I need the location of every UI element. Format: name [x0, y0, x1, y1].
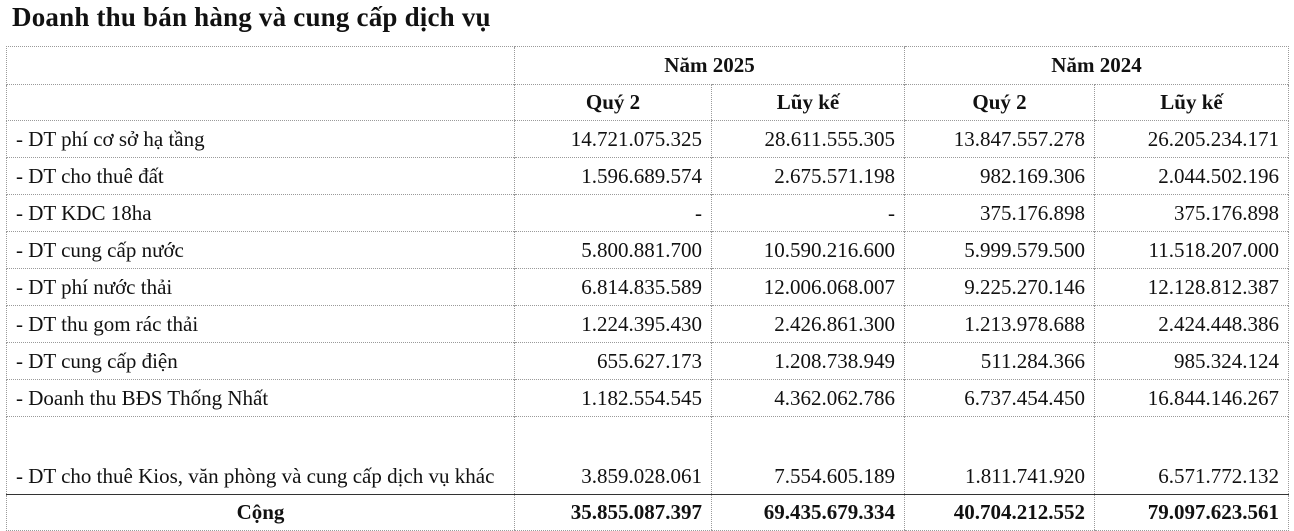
row-label: - DT KDC 18ha	[7, 195, 515, 232]
cell-2025-quarter: 1.596.689.574	[515, 158, 712, 195]
cell-2024-cumulative: 11.518.207.000	[1095, 232, 1289, 269]
cell-2024-quarter: 13.847.557.278	[905, 121, 1095, 158]
row-label: - DT cung cấp điện	[7, 343, 515, 380]
cell-2024-cumulative: 12.128.812.387	[1095, 269, 1289, 306]
subheader-2024-quarter: Quý 2	[905, 85, 1095, 121]
cell-2025-quarter: 5.800.881.700	[515, 232, 712, 269]
table-row	[7, 232, 1289, 269]
table-row	[7, 269, 1289, 306]
cell-2024-quarter: 9.225.270.146	[905, 269, 1095, 306]
row-label: - DT cho thuê Kios, văn phòng và cung cấp dịch vụ khác	[7, 417, 515, 495]
cell-2024-cumulative: 6.571.772.132	[1095, 417, 1289, 495]
total-2024-cumulative: 79.097.623.561	[1095, 495, 1289, 531]
subheader-row	[7, 85, 1289, 121]
subheader-2025-cumulative: Lũy kế	[712, 85, 905, 121]
header-label-blank	[7, 47, 515, 85]
table-row	[7, 380, 1289, 417]
cell-2024-cumulative: 985.324.124	[1095, 343, 1289, 380]
table-row	[7, 343, 1289, 380]
subheader-2025-quarter: Quý 2	[515, 85, 712, 121]
table-row	[7, 158, 1289, 195]
cell-2024-quarter: 1.213.978.688	[905, 306, 1095, 343]
cell-2024-quarter: 511.284.366	[905, 343, 1095, 380]
row-label: - DT phí cơ sở hạ tầng	[7, 121, 515, 158]
cell-2025-cumulative: 7.554.605.189	[712, 417, 905, 495]
cell-2025-cumulative: 10.590.216.600	[712, 232, 905, 269]
cell-2024-cumulative: 2.424.448.386	[1095, 306, 1289, 343]
total-2025-cumulative: 69.435.679.334	[712, 495, 905, 531]
table-row	[7, 306, 1289, 343]
cell-2025-quarter: 655.627.173	[515, 343, 712, 380]
table-row	[7, 417, 1289, 495]
cell-2024-cumulative: 375.176.898	[1095, 195, 1289, 232]
cell-2025-quarter: 1.224.395.430	[515, 306, 712, 343]
subheader-label-blank	[7, 85, 515, 121]
cell-2024-cumulative: 16.844.146.267	[1095, 380, 1289, 417]
total-row	[7, 495, 1289, 531]
page-title: Doanh thu bán hàng và cung cấp dịch vụ	[12, 2, 491, 32]
cell-2025-cumulative: 2.675.571.198	[712, 158, 905, 195]
cell-2025-cumulative: 2.426.861.300	[712, 306, 905, 343]
total-2025-quarter: 35.855.087.397	[515, 495, 712, 531]
row-label: - DT cho thuê đất	[7, 158, 515, 195]
revenue-table	[6, 46, 1289, 531]
year-header-row	[7, 47, 1289, 85]
total-label: Cộng	[7, 495, 515, 531]
cell-2024-quarter: 6.737.454.450	[905, 380, 1095, 417]
row-label: - DT phí nước thải	[7, 269, 515, 306]
cell-2024-quarter: 1.811.741.920	[905, 417, 1095, 495]
cell-2025-cumulative: 1.208.738.949	[712, 343, 905, 380]
cell-2024-quarter: 375.176.898	[905, 195, 1095, 232]
cell-2025-cumulative: 4.362.062.786	[712, 380, 905, 417]
cell-2025-quarter: 3.859.028.061	[515, 417, 712, 495]
cell-2025-quarter: -	[515, 195, 712, 232]
table-row	[7, 195, 1289, 232]
cell-2024-quarter: 5.999.579.500	[905, 232, 1095, 269]
cell-2024-quarter: 982.169.306	[905, 158, 1095, 195]
total-2024-quarter: 40.704.212.552	[905, 495, 1095, 531]
cell-2024-cumulative: 2.044.502.196	[1095, 158, 1289, 195]
subheader-2024-cumulative: Lũy kế	[1095, 85, 1289, 121]
row-label: - DT thu gom rác thải	[7, 306, 515, 343]
cell-2025-cumulative: -	[712, 195, 905, 232]
cell-2025-quarter: 6.814.835.589	[515, 269, 712, 306]
cell-2025-quarter: 1.182.554.545	[515, 380, 712, 417]
cell-2025-cumulative: 28.611.555.305	[712, 121, 905, 158]
cell-2024-cumulative: 26.205.234.171	[1095, 121, 1289, 158]
year-2024-header: Năm 2024	[905, 47, 1289, 85]
row-label: - Doanh thu BĐS Thống Nhất	[7, 380, 515, 417]
cell-2025-quarter: 14.721.075.325	[515, 121, 712, 158]
table-row	[7, 121, 1289, 158]
row-label: - DT cung cấp nước	[7, 232, 515, 269]
year-2025-header: Năm 2025	[515, 47, 905, 85]
cell-2025-cumulative: 12.006.068.007	[712, 269, 905, 306]
